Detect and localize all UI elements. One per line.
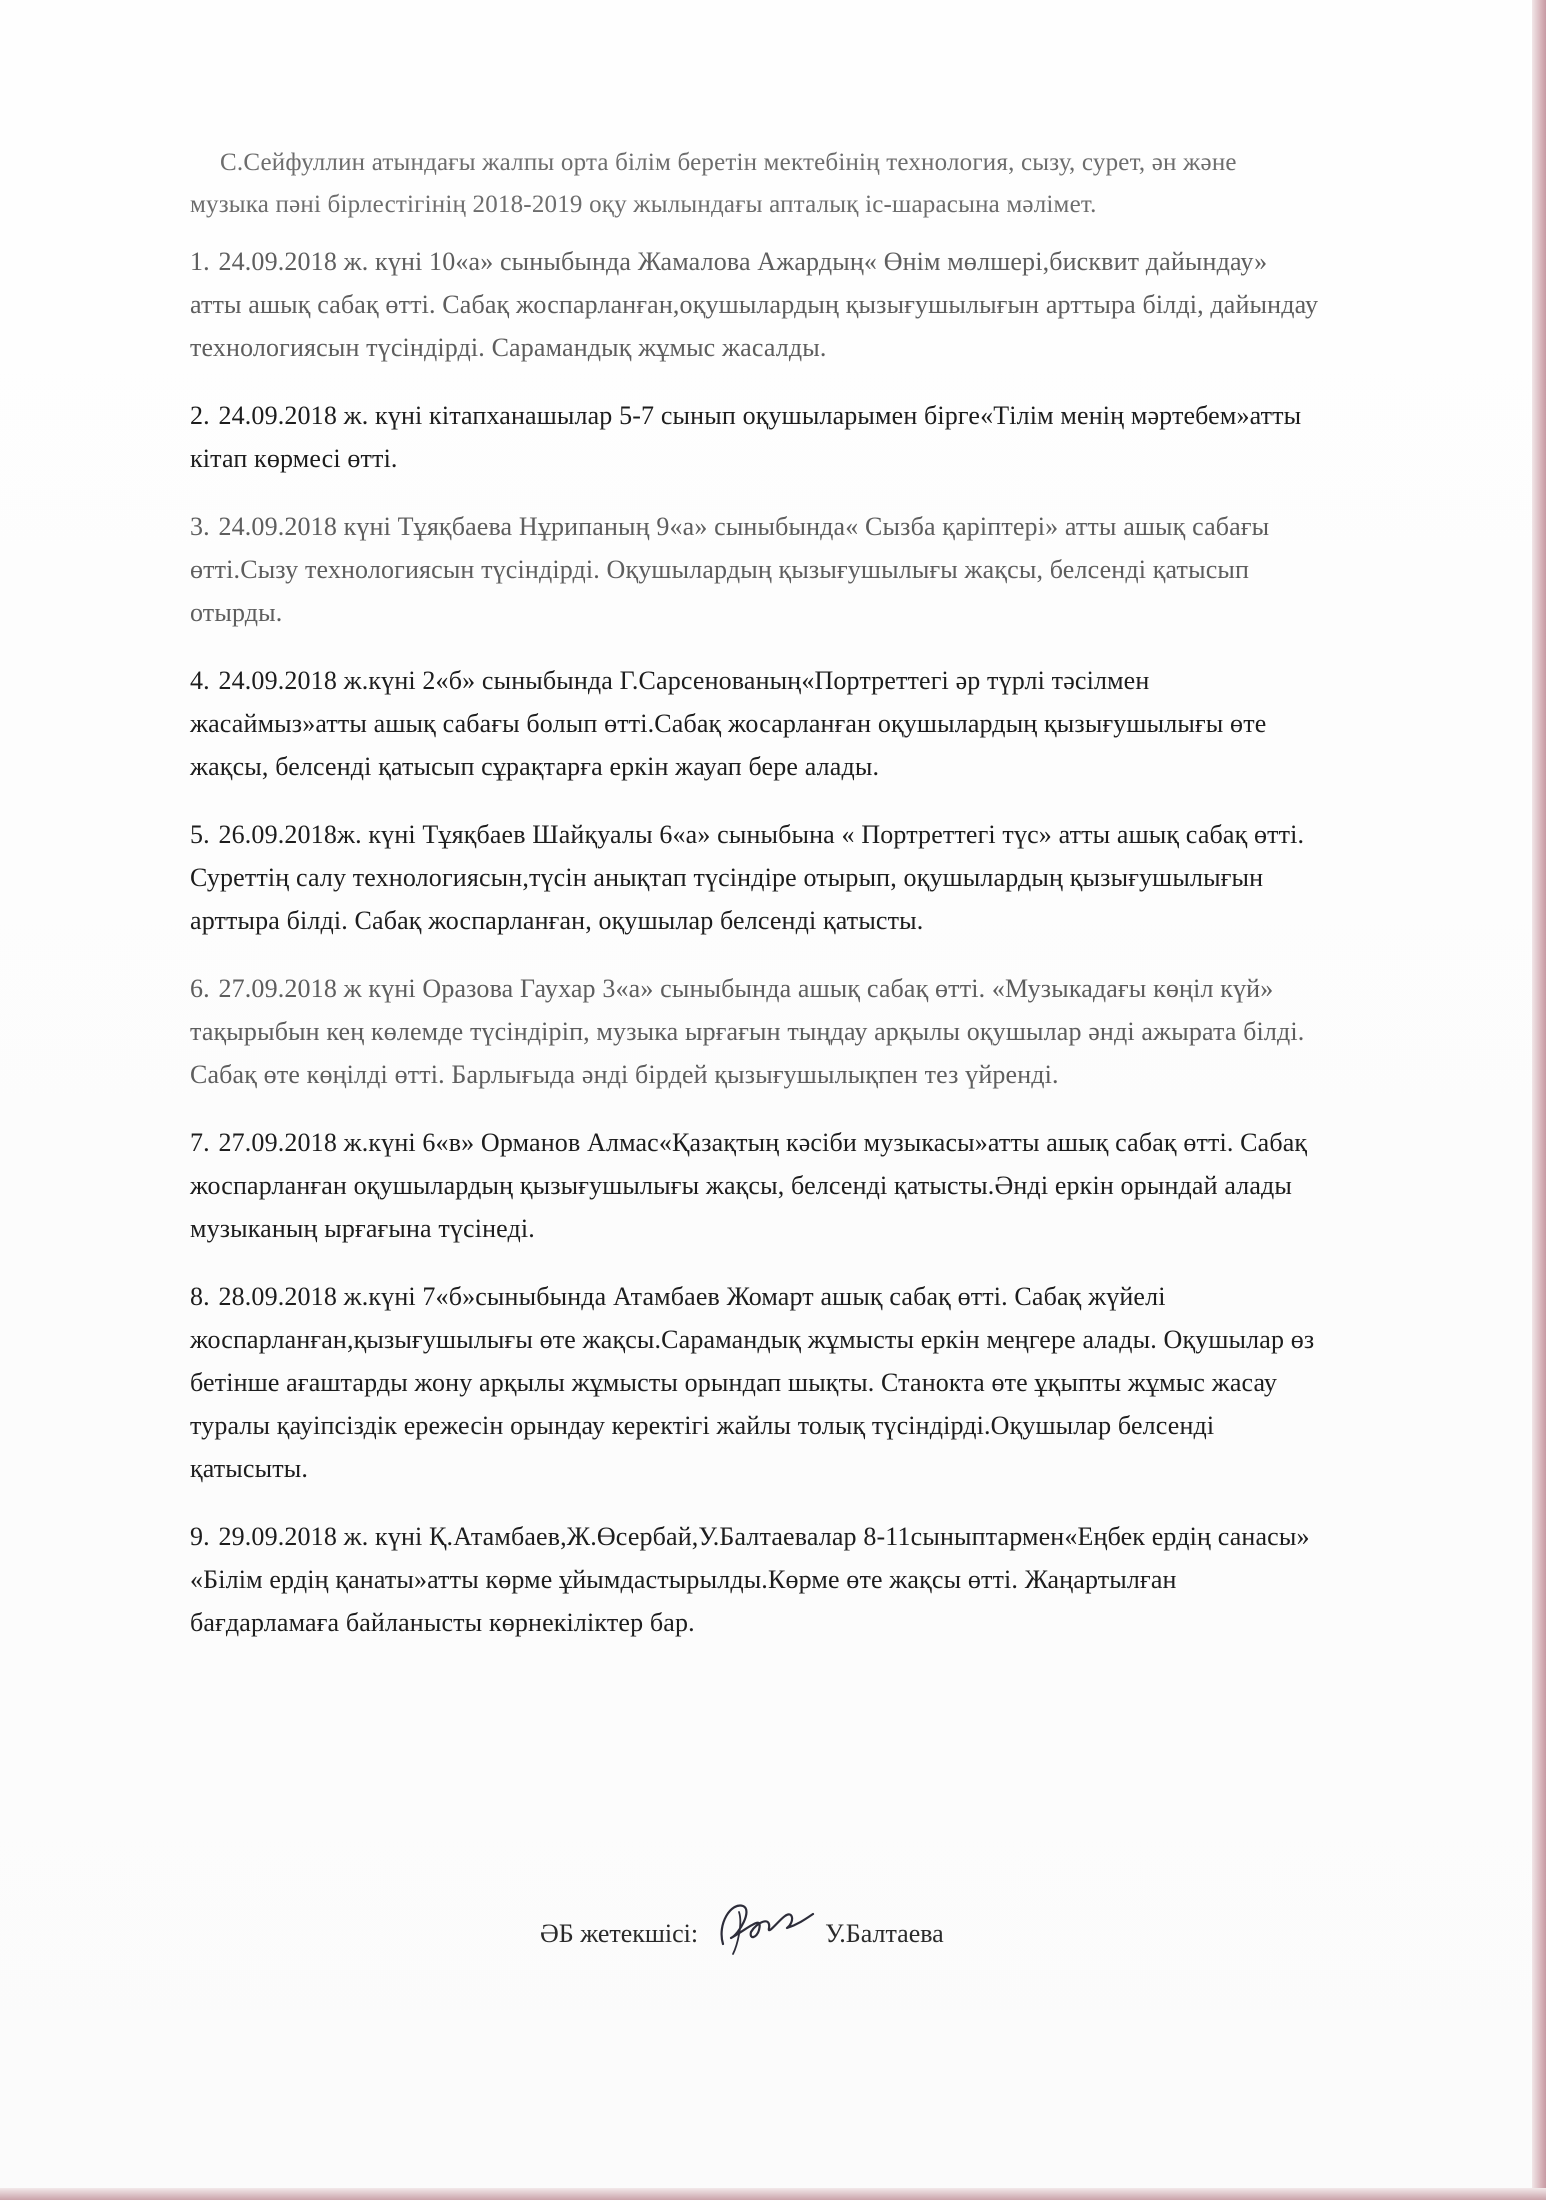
report-item <box>190 394 1320 480</box>
item-number: 6. <box>190 974 210 1003</box>
report-item <box>190 1121 1320 1250</box>
item-number: 8. <box>190 1282 210 1311</box>
paper-edge-bottom <box>0 2188 1546 2200</box>
item-text: 29.09.2018 ж. күні Қ.Атамбаев,Ж.Өсербай,У.Балтаевалар 8-11сыныптармен«Еңбек ердің санасы» «Білім ердің қанаты»атты көрме ұйымдастырылды.Көрме өте жақсы өтті. Жаңартылған бағдарламаға байланысты көрнекіліктер бар. <box>190 1522 1310 1637</box>
report-item <box>190 967 1320 1096</box>
report-item <box>190 240 1320 369</box>
item-text: 24.09.2018 күні Тұяқбаева Нұрипаның 9«а» сыныбында« Сызба қаріптері» атты ашық сабағы өтті.Сызу технологиясын түсіндірді. Оқушылардың қызығушылығы жақсы, белсенді қатысып отырды. <box>190 512 1270 627</box>
item-text: 26.09.2018ж. күні Тұяқбаев Шайқуалы 6«а» сыныбына « Портреттегі түс» атты ашық сабақ өтті. Суреттің салу технологиясын,түсін анықтап түсіндіре отырып, оқушылардың қызығушылығын арттыра білді. Сабақ жоспарланған, оқушылар белсенді қатысты. <box>190 820 1305 935</box>
item-number: 5. <box>190 820 210 849</box>
report-item <box>190 1275 1320 1490</box>
report-item <box>190 505 1320 634</box>
signature-role-label: ӘБ жетекшісі: <box>540 1919 699 1948</box>
item-number: 3. <box>190 512 210 541</box>
signature-name: У.Балтаева <box>825 1919 944 1948</box>
report-item <box>190 1515 1320 1644</box>
item-text: 24.09.2018 ж. күні кітапханашылар 5-7 сынып оқушыларымен бірге«Тілім менің мәртебем»атты кітап көрмесі өтті. <box>190 401 1302 473</box>
paper-edge-right <box>1532 0 1546 2200</box>
item-text: 27.09.2018 ж күні Оразова Гаухар 3«а» сыныбында ашық сабақ өтті. «Музыкадағы көңіл күй» тақырыбын кең көлемде түсіндіріп, музыка ырғағын тыңдау арқылы оқушылар әнді ажырата білді. Сабақ өте көңілді өтті. Барлығыда әнді бірдей қызығушылықпен тез үйренді. <box>190 974 1305 1089</box>
handwritten-signature-icon <box>709 1894 817 1958</box>
report-item <box>190 659 1320 788</box>
item-text: 28.09.2018 ж.күні 7«б»сыныбында Атамбаев Жомарт ашық сабақ өтті. Сабақ жүйелі жоспарланған,қызығушылығы өте жақсы.Сарамандық жұмысты еркін меңгере алады. Оқушылар өз бетінше ағаштарды жону арқылы жұмысты орындап шықты. Станокта өте ұқыпты жұмыс жасау туралы қауіпсіздік ережесін орындау керектігі жайлы толық түсіндірді.Оқушылар белсенді қатысыты. <box>190 1282 1315 1483</box>
item-number: 9. <box>190 1522 210 1551</box>
item-number: 7. <box>190 1128 210 1157</box>
item-number: 2. <box>190 401 210 430</box>
signature-block <box>540 1914 944 1958</box>
item-text: 24.09.2018 ж.күні 2«б» сыныбында Г.Сарсенованың«Портреттегі әр түрлі тәсілмен жасаймыз»атты ашық сабағы болып өтті.Сабақ жосарланған оқушылардың қызығушылығы өте жақсы, белсенді қатысып сұрақтарға еркін жауап бере алады. <box>190 666 1267 781</box>
report-item <box>190 813 1320 942</box>
item-number: 4. <box>190 666 210 695</box>
item-text: 27.09.2018 ж.күні 6«в» Орманов Алмас«Қазақтың кәсіби музыкасы»атты ашық сабақ өтті. Сабақ жоспарланған оқушылардың қызығушылығы жақсы, белсенді қатысты.Әнді еркін орындай алады музыканың ырғағына түсінеді. <box>190 1128 1308 1243</box>
item-text: 24.09.2018 ж. күні 10«а» сыныбында Жамалова Ажардың« Өнім мөлшері,бисквит дайындау» атты ашық сабақ өтті. Сабақ жоспарланған,оқушылардың қызығушылығын арттыра білді, дайындау технологиясын түсіндірді. Сарамандық жұмыс жасалды. <box>190 247 1319 362</box>
document-intro: С.Сейфуллин атындағы жалпы орта білім беретін мектебінің технология, сызу, сурет, ән және музыка пәні бірлестігінің 2018-2019 оқу жылындағы апталық іс-шарасына мәлімет. <box>190 149 1237 218</box>
item-number: 1. <box>190 247 210 276</box>
document-body <box>190 142 1320 1669</box>
